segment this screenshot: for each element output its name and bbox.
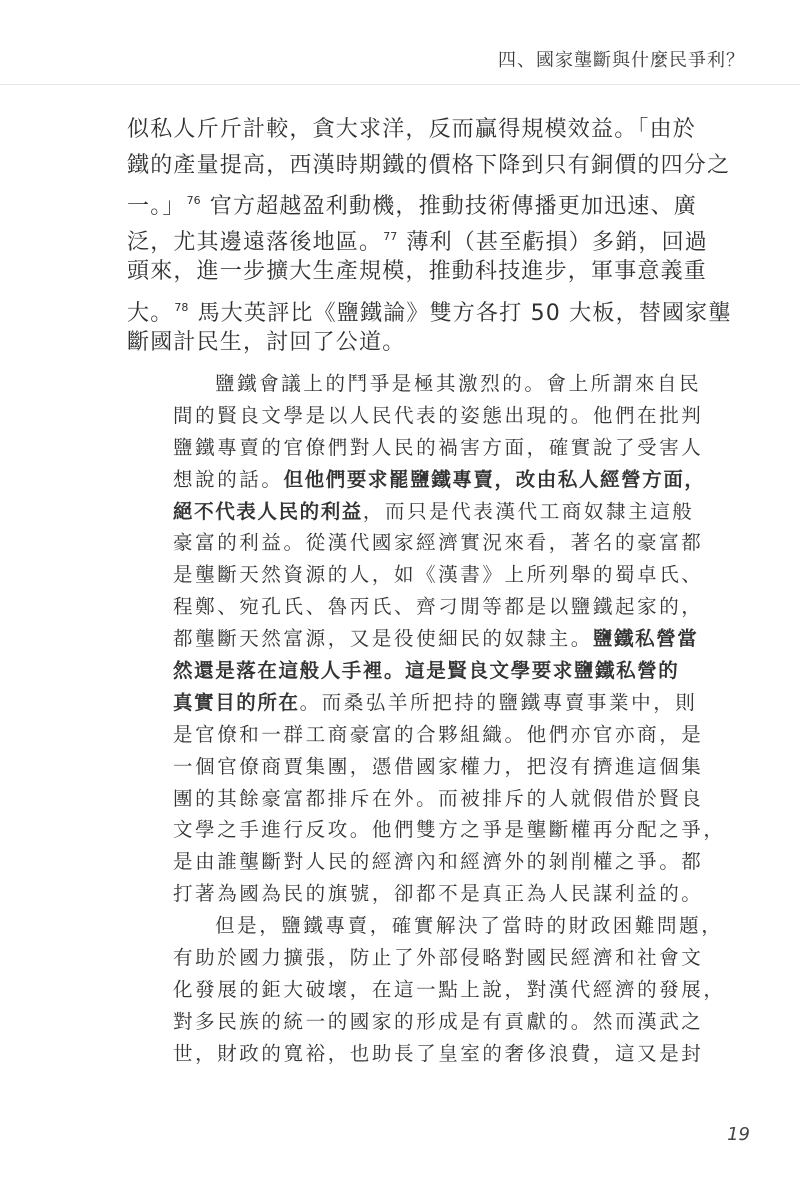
quote-line: 間的賢良文學是以人民代表的姿態出現的。他們在批判 <box>173 403 704 427</box>
emphasized-text: 但他們要求罷鹽鐵專賣，改由私人經營方面， <box>283 467 706 491</box>
text-line: 斷國計民生，討回了公道。 <box>127 330 406 355</box>
quote-line: 打著為國為民的旗號，卻都不是真正為人民謀利益的。 <box>173 882 704 906</box>
quote-segment: 都壟斷天然富源，又是役使細民的奴隸主。 <box>173 627 593 651</box>
emphasized-text: 絕不代表人民的利益 <box>173 499 363 523</box>
text-segment: 一。」 <box>127 194 186 219</box>
text-segment: 泛，尤其邊遠落後地區。 <box>127 229 383 255</box>
quote-line: 化發展的鉅大破壞，在這一點上說，對漢代經濟的發展， <box>173 977 726 1001</box>
emphasized-text: 然還是落在這般人手裡。這是賢良文學要求鹽鐵私營的 <box>173 659 680 683</box>
quote-line: 團的其餘豪富都排斥在外。而被排斥的人就假借於賢良 <box>173 786 704 810</box>
emphasized-text: 真實目的所在 <box>173 690 300 714</box>
footnote-ref-77[interactable]: 77 <box>383 229 398 243</box>
quote-line <box>173 687 713 719</box>
quote-line: 但是，鹽鐵專賣，確實解決了當時的財政困難問題， <box>215 914 724 938</box>
quote-line: 一個官僚商賈集團，憑借國家權力，把沒有擠進這個集 <box>173 754 704 778</box>
text-line <box>127 290 732 326</box>
header-divider <box>0 84 800 85</box>
quote-segment: 。而桑弘羊所把持的鹽鐵專賣事業中，則 <box>299 690 698 714</box>
quote-line: 世，財政的寬裕，也助長了皇室的奢侈浪費，這又是封 <box>173 1041 704 1065</box>
quote-line: 豪富的利益。從漢代國家經濟實況來看，著名的豪富都 <box>173 531 704 555</box>
footnote-ref-76[interactable]: 76 <box>186 194 201 207</box>
text-segment: 薄利（甚至虧損）多銷，回過 <box>398 229 708 255</box>
quote-segment: ，而只是代表漢代工商奴隸主這般 <box>362 499 695 523</box>
quote-line: 鹽鐵會議上的鬥爭是極其激烈的。會上所謂來自民 <box>215 372 702 395</box>
page-number: 19 <box>727 1124 750 1145</box>
quote-line <box>173 623 713 655</box>
footnote-ref-78[interactable]: 78 <box>174 300 189 314</box>
running-header: 四、國家壟斷與什麼民爭利？ <box>498 50 745 71</box>
main-paragraph <box>127 112 732 361</box>
block-quote <box>173 368 726 1070</box>
quote-line: 鹽鐵專賣的官僚們對人民的禍害方面，確實說了受害人 <box>173 435 704 459</box>
quote-line: 是官僚和一群工商豪富的合夥組織。他們亦官亦商，是 <box>173 722 704 746</box>
quote-segment: 想說的話。 <box>173 467 284 491</box>
text-line <box>127 183 707 219</box>
quote-line: 有助於國力擴張，防止了外部侵略對國民經濟和社會文 <box>173 946 704 970</box>
text-segment: 馬大英評比《鹽鐵論》雙方各打 50 大板，替國家壟 <box>189 300 732 326</box>
text-line: 鐵的產量提高，西漢時期鐵的價格下降到只有銅價的四分之 <box>127 152 731 178</box>
quote-line: 文學之手進行反攻。他們雙方之爭是壟斷權再分配之爭， <box>173 818 726 842</box>
quote-line: 是壟斷天然資源的人，如《漢書》上所列舉的蜀卓氏、 <box>173 563 704 587</box>
quote-line <box>173 655 713 687</box>
quote-line <box>173 496 713 528</box>
text-line: 頭來，進一步擴大生產規模，推動科技進步，軍事意義重 <box>127 259 708 284</box>
text-segment: 大。 <box>127 300 174 326</box>
quote-line: 程鄭、宛孔氏、魯丙氏、齊刁閒等都是以鹽鐵起家的， <box>173 595 704 619</box>
text-line: 似私人斤斤計較，貪大求洋，反而贏得規模效益。「由於 <box>127 117 697 142</box>
emphasized-text: 鹽鐵私營當 <box>592 627 699 651</box>
text-segment: 官方超越盈利動機，推動技術傳播更加迅速、廣 <box>201 194 698 219</box>
text-line <box>127 219 707 255</box>
quote-line <box>173 464 713 496</box>
quote-line: 是由誰壟斷對人民的經濟內和經濟外的剝削權之爭。都 <box>173 850 704 874</box>
quote-line: 對多民族的統一的國家的形成是有貢獻的。然而漢武之 <box>173 1009 704 1033</box>
